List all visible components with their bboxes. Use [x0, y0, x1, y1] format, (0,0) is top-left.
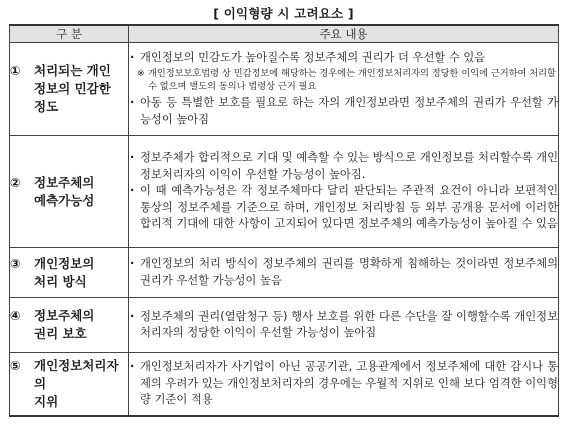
list-item: · 정보주체의 권리(열람청구 등) 행사 보호를 위한 다른 수단을 잘 이행할수록 개인정보처리자의 정당한 이익이 우선할 가능성이 높아짐 [129, 309, 558, 342]
table-row [10, 248, 559, 298]
content-cell [129, 298, 559, 353]
table-header-row [10, 25, 559, 43]
header-content: 주요 내용 [129, 25, 559, 43]
category-label: 처리되는 개인 정보의 민감한 정도 [34, 63, 111, 114]
list-item: · 개인정보의 처리 방식이 정보주체의 권리를 명확하게 침해하는 것이라면 정보주체의 권리가 우선할 가능성이 높음 [129, 256, 558, 289]
table-row [10, 353, 559, 416]
category-cell [10, 353, 129, 416]
list-item: · 이 때 예측가능성은 각 정보주체마다 달리 판단되는 주관적 요건이 아니라 보편적인 통상의 정보주체를 기준으로 하며, 개인정보 처리방침 등 외부 공개용 문서에 이러한 합리적 기대에 대한 사항이 고지되어 있다면 정보주체의 예측가능성이 높아질 수 있음 [129, 183, 558, 233]
content-cell [129, 136, 559, 248]
category-cell [10, 136, 129, 248]
table-row [10, 298, 559, 353]
row-number: ③ [10, 255, 21, 271]
list-item: · 아동 등 특별한 보호를 필요로 하는 자의 개인정보라면 정보주체의 권리가 우선할 가능성이 높아짐 [129, 95, 558, 128]
content-cell [129, 248, 559, 298]
list-item: · 정보주체가 합리적으로 기대 및 예측할 수 있는 방식으로 개인정보를 처리할수록 개인정보처리자의 이익이 우선할 가능성이 높아짐. [129, 150, 558, 183]
footnote [129, 67, 558, 93]
content-cell [129, 353, 559, 416]
document-title: [ 이익형량 시 고려요소 ] [213, 6, 354, 21]
list-item: · 개인정보처리자가 사기업이 아닌 공공기관, 고용관계에서 정보주체에 대한 감시나 통제의 우려가 있는 개인정보처리자의 경우에는 우월적 지위로 인해 보다 엄격한 이익형량 기준이 적용 [129, 359, 558, 409]
row-number: ② [10, 174, 21, 190]
category-cell [10, 298, 129, 353]
category-cell [10, 248, 129, 298]
note-mark: ※ [137, 68, 145, 80]
row-number: ⑤ [10, 357, 21, 373]
category-label: 정보주체의 예측가능성 [34, 174, 95, 208]
list-item: · 개인정보의 민감도가 높아질수록 정보주체의 권리가 더 우선할 수 있음 [129, 50, 558, 67]
category-label: 개인정보의 처리 방식 [34, 255, 95, 289]
row-number: ① [10, 63, 21, 78]
header-category: 구 분 [10, 25, 129, 43]
category-cell [10, 43, 129, 136]
category-label: 정보주체의 권리 보호 [34, 308, 95, 341]
category-label: 개인정보처리자의 지위 [34, 357, 119, 409]
table-row [10, 43, 559, 136]
row-number: ④ [10, 308, 21, 323]
content-cell [129, 43, 559, 136]
table-row [10, 136, 559, 248]
considerations-table [9, 24, 559, 417]
footnote-text: 개인정보보호법령 상 민감정보에 해당하는 경우에는 개인정보처리자의 정당한 이익에 근거하여 처리할 수 없으며 별도의 동의나 법령상 근거 필요 [148, 68, 556, 93]
